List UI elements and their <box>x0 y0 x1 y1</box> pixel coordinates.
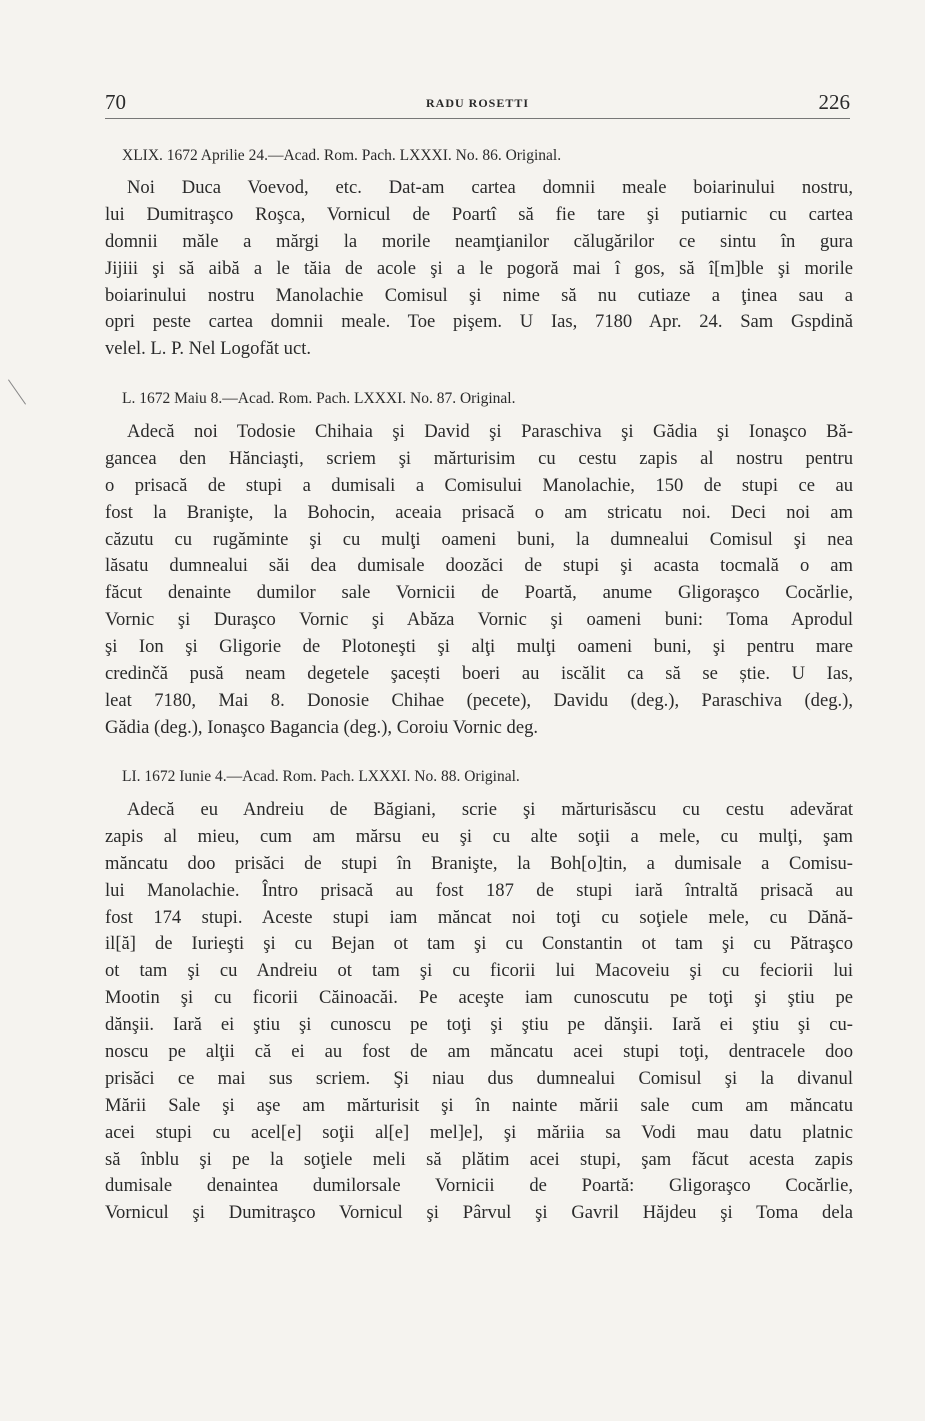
text-line: leat 7180, Mai 8. Donosie Chihae (pecete), Davidu (deg.), Paraschiva (deg.), <box>105 689 853 711</box>
text-line: Adecă eu Andreiu de Băgiani, scrie şi mărturisăscu cu cestu adevărat <box>127 799 853 820</box>
text-line: gancea den Hănciaşti, scriem şi mărturisim cu cestu zapis al nostru pentru <box>105 447 853 469</box>
text-line: noscu pe alţii că ei au fost de am măncatu acei stupi toţi, dentracele doo <box>105 1041 853 1063</box>
document-heading-l: L. 1672 Maiu 8.—Acad. Rom. Pach. LXXXI. No. 87. Original. <box>122 390 516 407</box>
running-title: RADU ROSETTI <box>425 96 530 110</box>
text-line: prisăci ce mai sus scriem. Şi niau dus dumnealui Comisul şi la divanul <box>105 1067 853 1089</box>
text-line: lui Dumitraşco Roşca, Vornicul de Poartî să fie tare şi putiarnic cu cartea <box>105 203 853 225</box>
text-line: zapis al mieu, cum am mărsu eu şi cu alte soţii a mele, cu mulţi, şam <box>105 825 853 847</box>
text-line: să înblu şi pe la soţiele meli să plătim acei stupi, şam făcut acesta zapis <box>105 1148 853 1170</box>
text-line: Noi Duca Voevod, etc. Dat-am cartea domnii meale boiarinului nostru, <box>127 177 853 198</box>
text-line: Gădia (deg.), Ionaşco Bagancia (deg.), Coroiu Vornic deg. <box>105 716 539 738</box>
text-line: măncatu doo prisăci de stupi în Branişte, la Boh[o]tin, a dumisale a Comisu- <box>105 852 853 874</box>
text-line: dănşii. Iară ei ştiu şi cunoscu pe toţi şi ştiu pe dănşii. Iară ei ştiu şi cu- <box>105 1014 853 1036</box>
text-line: căzutu cu rugăminte şi cu mulţi oameni buni, la dumnealui Comisul şi nea <box>105 528 853 550</box>
document-heading-li: LI. 1672 Iunie 4.—Acad. Rom. Pach. LXXXI. No. 88. Original. <box>122 768 520 785</box>
text-line: opri peste cartea domnii meale. Toe pişem. U Ias, 7180 Apr. 24. Sam Gspdină <box>105 311 853 333</box>
text-line: lui Manolachie. Întro prisacă au fost 187 de stupi iară întraltă prisacă au <box>105 879 853 901</box>
text-line: velel. L. P. Nel Logofăt uct. <box>105 338 312 360</box>
text-line: lăsatu dumnealui săi dea dumisale doozăci de stupi şi acasta tocmală o am <box>105 555 853 577</box>
page-number-left: 70 <box>105 90 126 114</box>
text-line: acei stupi cu acel[e] soţii al[e] mel]e], şi măriia sa Vodi mau datu platnic <box>105 1121 853 1143</box>
text-line: Mootin şi cu ficorii Căinoacăi. Pe aceşte iam cunoscutu pe toţi şi ştiu pe <box>105 987 853 1009</box>
document-text-xlix <box>105 175 853 363</box>
text-line: il[ă] de Iurieşti şi cu Bejan ot tam şi cu Constantin ot tam şi cu Pătraşco <box>105 933 853 955</box>
document-text-l <box>105 419 853 742</box>
document-text-li <box>105 797 853 1227</box>
text-line: credinčă pusă neam degetele şacești boeri au iscălit ca să se știe. U Ias, <box>105 663 853 685</box>
text-line: domnii măle a mărgi la morile neamţianilor călugărilor ce sintu în gura <box>105 230 853 252</box>
text-line: dumisale denaintea dumilorsale Vornicii de Poartă: Gligoraşco Cocărlie, <box>105 1175 853 1197</box>
text-line: şi Ion şi Gligorie de Plotoneşti şi alţi mulţi oameni buni, şi pentru mare <box>105 636 853 658</box>
page-number-right: 226 <box>818 90 850 114</box>
text-line: Mării Sale şi aşe am mărturisit şi în nainte mării sale cum am măncatu <box>105 1094 853 1116</box>
text-line: fost 174 stupi. Aceste stupi iam măncat noi toţi cu soţiele mele, cu Dănă- <box>105 906 853 928</box>
text-line: o prisacă de stupi a dumisali a Comisului Manolachie, 150 de stupi ce au <box>105 474 853 496</box>
text-line: ot tam şi cu Andreiu ot tam şi cu ficorii lui Macoveiu şi cu feciorii lui <box>105 960 853 982</box>
margin-pencil-mark <box>8 371 37 404</box>
text-line: Vornic şi Duraşco Vornic şi Abăza Vornic şi oameni buni: Toma Aprodul <box>105 609 853 631</box>
text-line: Vornicul şi Dumitraşco Vornicul şi Pârvul şi Gavril Hăjdeu şi Toma dela <box>105 1202 853 1224</box>
document-heading-xlix: XLIX. 1672 Aprilie 24.—Acad. Rom. Pach. LXXXI. No. 86. Original. <box>122 147 562 164</box>
text-line: fost la Branişte, la Bohocin, aceaia prisacă o am stricatu noi. Deci noi am <box>105 501 853 523</box>
text-line: Jijiii şi să aibă a le tăia de acole şi a le pogoră mai î gos, să î[m]ble şi morile <box>105 257 853 279</box>
page-header <box>105 88 850 119</box>
text-line: Adecă noi Todosie Chihaia şi David şi Paraschiva şi Gădia şi Ionaşco Bă- <box>127 421 853 442</box>
text-line: boiarinului nostru Manolachie Comisul şi nime să nu cutiaze a ţinea sau a <box>105 284 853 306</box>
text-line: făcut denainte dumilor sale Vornicii de Poartă, anume Gligoraşco Cocărlie, <box>105 582 853 604</box>
